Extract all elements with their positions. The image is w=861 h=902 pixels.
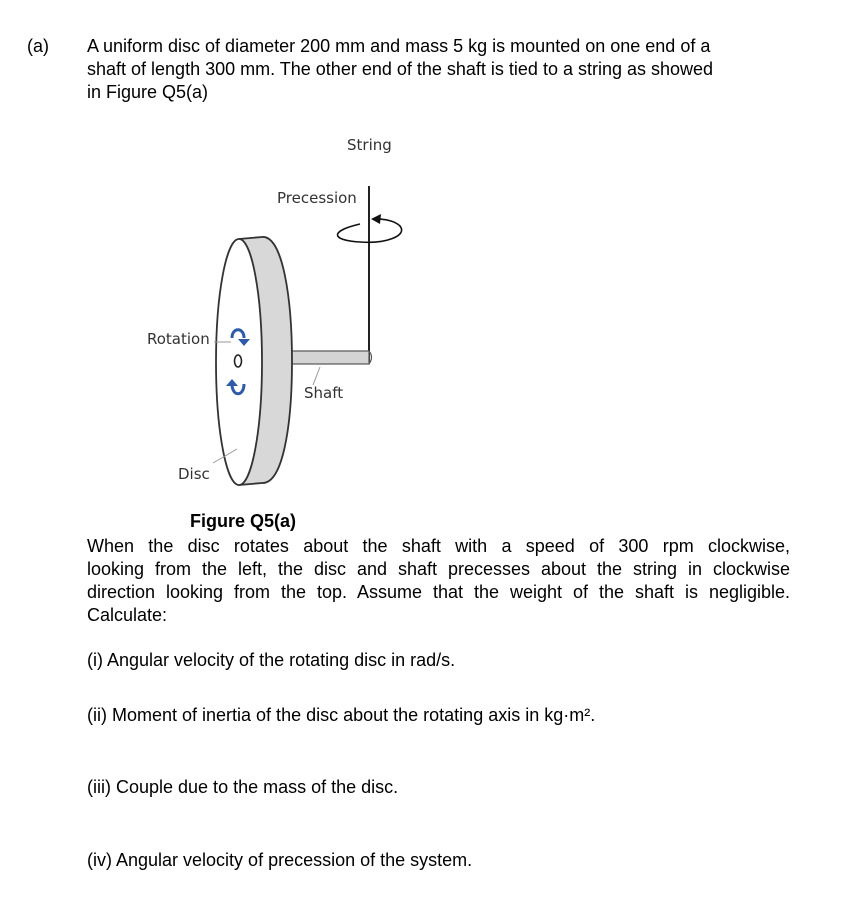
- description-paragraph: [87, 535, 790, 627]
- question-iv: (iv) Angular velocity of precession of the system.: [87, 850, 473, 870]
- axle-icon: [235, 355, 242, 367]
- disc-label: Disc: [178, 465, 210, 483]
- rotation-label: Rotation: [147, 330, 210, 348]
- question-ii: (ii) Moment of inertia of the disc about the rotating axis in kg·m².: [87, 705, 596, 725]
- part-label: (a): [27, 36, 49, 56]
- intro-line: shaft of length 300 mm. The other end of the shaft is tied to a string as showed: [87, 59, 714, 79]
- description-line: direction looking from the top. Assume that the weight of the shaft is negligible.: [87, 582, 790, 602]
- description-line: When the disc rotates about the shaft with a speed of 300 rpm clockwise,: [87, 536, 790, 556]
- intro-line: in Figure Q5(a): [87, 82, 209, 102]
- description-line: Calculate:: [87, 605, 168, 625]
- shaft: [285, 351, 369, 364]
- question-iii: (iii) Couple due to the mass of the disc.: [87, 777, 399, 797]
- question-i: (i) Angular velocity of the rotating disc in rad/s.: [87, 650, 456, 670]
- string-label: String: [347, 136, 392, 154]
- shaft-label: Shaft: [304, 384, 344, 402]
- intro-line: A uniform disc of diameter 200 mm and mass 5 kg is mounted on one end of a: [87, 36, 711, 56]
- figure-caption: Figure Q5(a): [190, 511, 297, 531]
- precession-label: Precession: [277, 189, 357, 207]
- description-line: looking from the left, the disc and shaft precesses about the string in clockwise: [87, 559, 790, 579]
